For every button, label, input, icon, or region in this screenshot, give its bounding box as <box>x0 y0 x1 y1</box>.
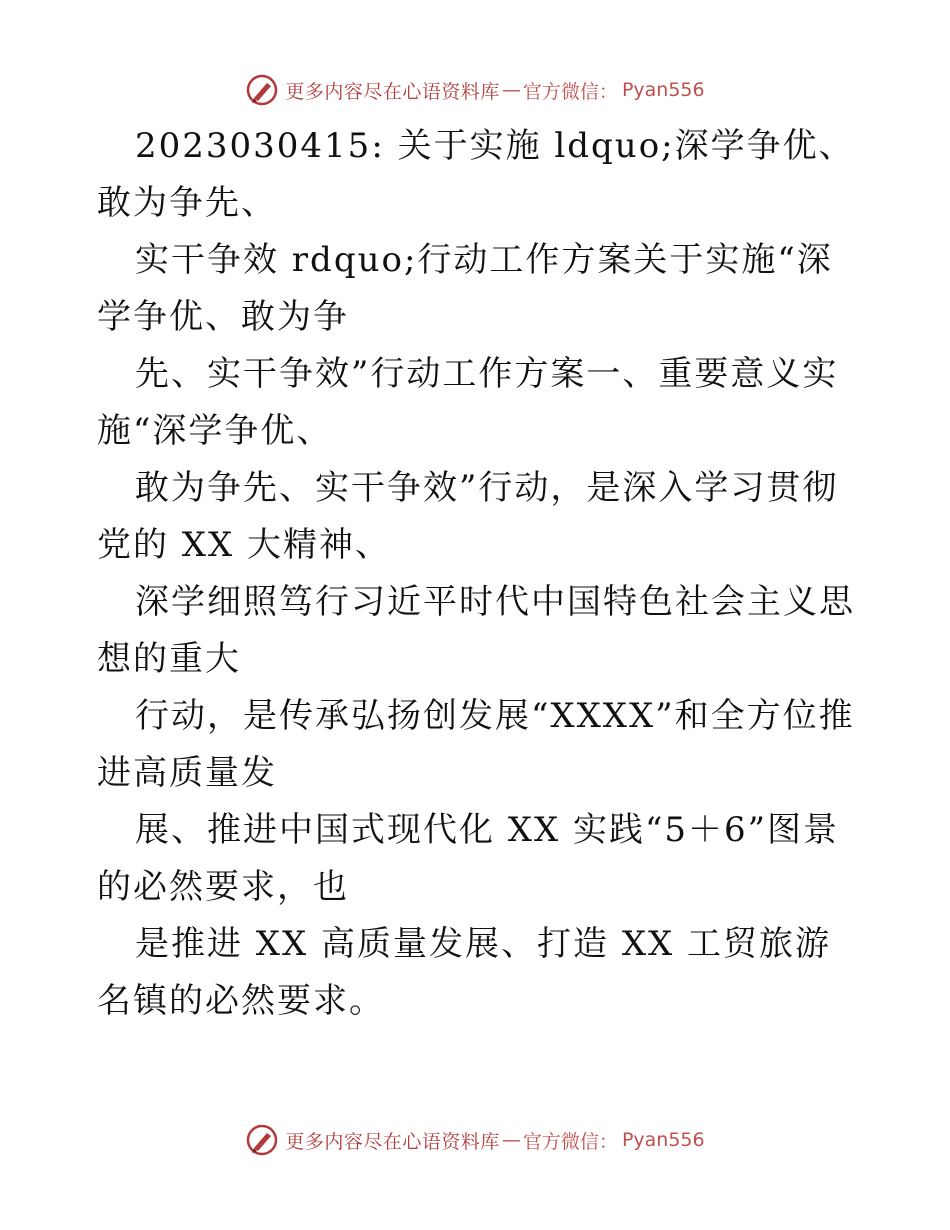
watermark-separator: — <box>501 79 521 101</box>
paragraph-5: 深学细照笃行习近平时代中国特色社会主义思想的重大 <box>97 582 855 679</box>
pen-logo-icon <box>245 1123 279 1157</box>
watermark-text: 更多内容尽在心语资料库 <box>285 80 500 103</box>
pen-logo-icon <box>245 73 279 107</box>
watermark-wechat-label: 官方微信： <box>522 1130 618 1153</box>
paragraph-3: 先、实干争效”行动工作方案一、重要意义实施“深学争优、 <box>97 354 839 451</box>
watermark-wechat-label: 官方微信： <box>522 80 618 103</box>
watermark-separator: — <box>501 1129 521 1151</box>
paragraph-2: 实干争效 rdquo;行动工作方案关于实施“深学争优、敢为争 <box>97 240 833 337</box>
document-body <box>97 118 857 1030</box>
watermark-wechat-id: Pyan556 <box>621 79 705 101</box>
header-watermark <box>0 70 950 110</box>
paragraph-6: 行动，是传承弘扬创发展“XXXX”和全方位推进高质量发 <box>97 696 855 793</box>
watermark-wechat-id: Pyan556 <box>621 1129 705 1151</box>
paragraph-8: 是推进 XX 高质量发展、打造 XX 工贸旅游名镇的必然要求。 <box>97 924 832 1021</box>
paragraph-7: 展、推进中国式现代化 XX 实践“5＋6”图景的必然要求，也 <box>97 810 840 907</box>
paragraph-1: 2023030415: 关于实施 ldquo;深学争优、敢为争先、 <box>97 126 855 223</box>
footer-watermark <box>0 1120 950 1160</box>
watermark-text: 更多内容尽在心语资料库 <box>285 1130 500 1153</box>
paragraph-4: 敢为争先、实干争效”行动，是深入学习贯彻党的 XX 大精神、 <box>97 468 839 565</box>
